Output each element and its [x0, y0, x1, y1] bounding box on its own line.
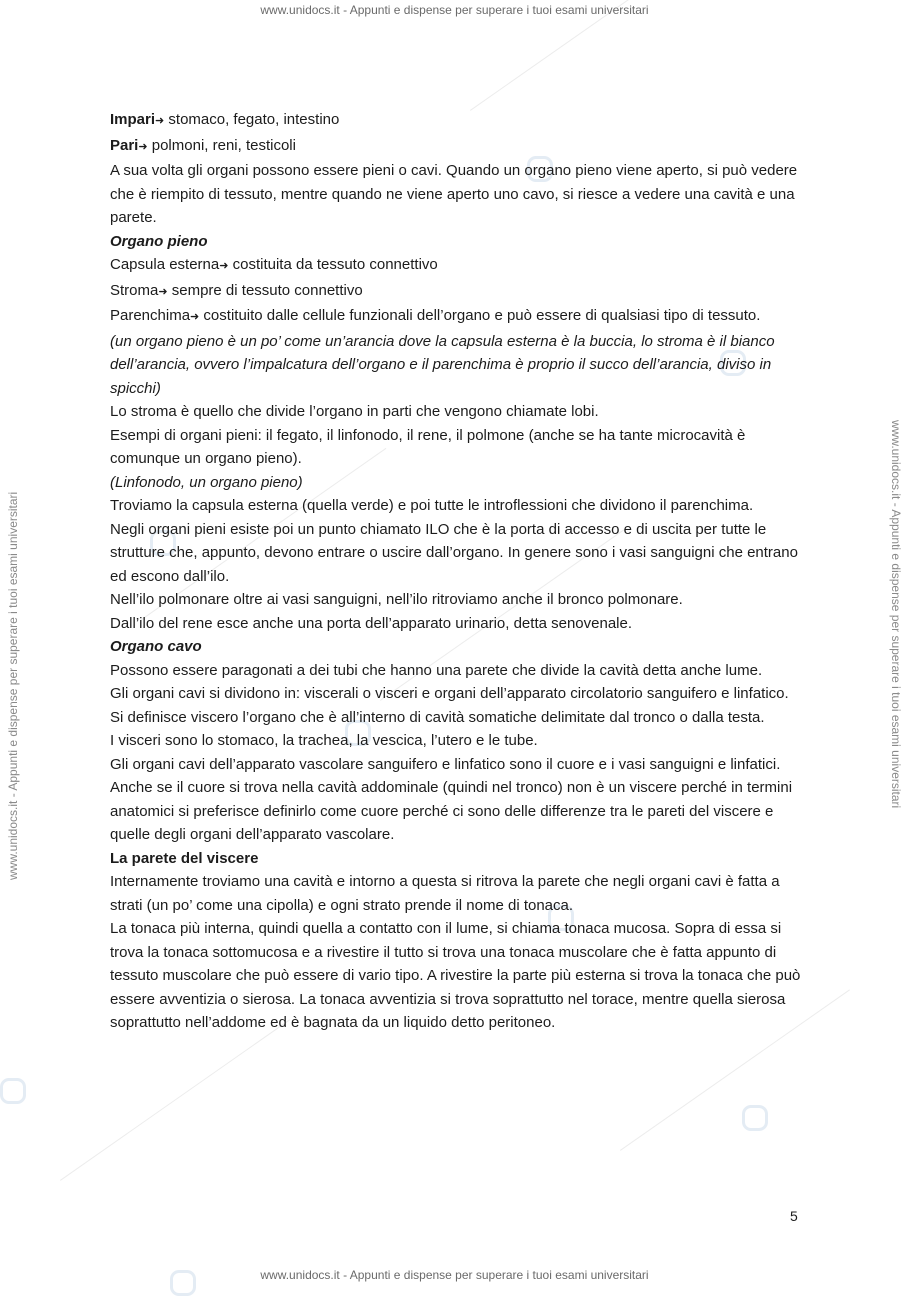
paragraph: Negli organi pieni esiste poi un punto chiamato ILO che è la porta di accesso e di uscita per tutte le strutture che, appunto, devono entrare o uscire dall’organo. In genere sono i vasi sanguigni che entrano ed escono dall’ilo.	[110, 520, 798, 585]
term-label: Capsula esterna	[110, 256, 220, 273]
paragraph: Possono essere paragonati a dei tubi che hanno una parete che divide la cavità detta anche lume.	[110, 661, 763, 679]
watermark-logo-icon	[742, 1105, 768, 1131]
term-text: costituito dalle cellule funzionali dell’organo e può essere di qualsiasi tipo di tessuto.	[199, 307, 761, 324]
paragraph: Lo stroma è quello che divide l’organo in parti che vengono chiamate lobi.	[110, 403, 599, 420]
term-text: stomaco, fegato, intestino	[164, 111, 340, 128]
arrow-icon: ➜	[219, 260, 229, 272]
list-item	[110, 253, 810, 279]
side-watermark-right: www.unidocs.it - Appunti e dispense per superare i tuoi esami universitari	[889, 420, 903, 809]
section-heading: Organo cavo	[110, 638, 202, 655]
term-text: sempre di tessuto connettivo	[167, 281, 363, 299]
footer-watermark: www.unidocs.it - Appunti e dispense per superare i tuoi esami universitari	[260, 1268, 649, 1282]
list-item	[110, 108, 810, 134]
paragraph: Dall’ilo del rene esce anche una porta dell’apparato urinario, detta senovenale.	[110, 614, 633, 632]
paragraph: Internamente troviamo una cavità e intorno a questa si ritrova la parete che negli organi cavi è fatta a strati (un po’ come una cipolla) e ogni strato prende il nome di tonaca.	[110, 873, 780, 914]
arrow-icon: ➜	[155, 115, 165, 127]
term-label: Stroma	[110, 281, 159, 299]
paragraph: I visceri sono lo stomaco, la trachea, la vescica, l’utero e le tube.	[110, 732, 538, 749]
term-text: costituita da tessuto connettivo	[228, 256, 438, 273]
paragraph: Troviamo la capsula esterna (quella verde) e poi tutte le introflessioni che dividono il parenchima.	[110, 497, 754, 514]
arrow-icon: ➜	[158, 285, 168, 298]
arrow-icon: ➜	[190, 311, 200, 323]
paragraph: Si definisce viscero l’organo che è all’interno di cavità somatiche delimitate dal tronco o dalla testa.	[110, 708, 765, 726]
list-item	[110, 134, 810, 160]
paragraph: Nell’ilo polmonare oltre ai vasi sanguigni, nell’ilo ritroviamo anche il bronco polmonare.	[110, 591, 683, 608]
section-heading: La parete del viscere	[110, 849, 259, 867]
header-watermark: www.unidocs.it - Appunti e dispense per superare i tuoi esami universitari	[260, 3, 649, 17]
section-heading: Organo pieno	[110, 232, 208, 250]
paragraph: A sua volta gli organi possono essere pieni o cavi. Quando un organo pieno viene aperto, si può vedere che è riempito di tessuto, mentre quando ne viene aperto uno cavo, si riesce a vedere una cavità e una parete.	[110, 162, 798, 226]
arrow-icon: ➜	[138, 140, 148, 153]
paragraph: Esempi di organi pieni: il fegato, il linfonodo, il rene, il polmone (anche se ha tante microcavità è comunque un organo pieno).	[110, 426, 746, 467]
paragraph: Gli organi cavi si dividono in: viscerali o visceri e organi dell’apparato circolatorio sanguifero e linfatico.	[110, 685, 789, 702]
document-body	[110, 108, 810, 1035]
watermark-logo-icon	[0, 1078, 26, 1104]
term-text: polmoni, reni, testicoli	[147, 136, 296, 154]
paragraph-italic: (Linfonodo, un organo pieno)	[110, 473, 303, 491]
paragraph: Gli organi cavi dell’apparato vascolare sanguifero e linfatico sono il cuore e i vasi sanguigni e linfatici. Anche se il cuore si trova nella cavità addominale (quindi nel tronco) non è un viscere perché in termini anatomici si preferisce definirlo come cuore perché ci sono delle differenze tra le pareti del viscere e quelle degli organi dell’apparato vascolare.	[110, 755, 793, 843]
paragraph-italic: (un organo pieno è un po’ come un’arancia dove la capsula esterna è la buccia, lo stroma è il bianco dell’arancia, ovvero l’impalcatura dell’organo e il parenchima è proprio il succo dell’arancia, diviso in spicchi)	[110, 332, 775, 397]
watermark-line	[60, 1019, 290, 1180]
list-item	[110, 304, 810, 330]
paragraph: La tonaca più interna, quindi quella a contatto con il lume, si chiama tonaca mucosa. Sopra di essa si trova la tonaca sottomucosa e a rivestire il tutto si trova una tonaca muscolare che è fatta appunto di tessuto muscolare che può essere di vario tipo. A rivestire la parte più esterna si trova la tonaca che può essere avventizia o sierosa. La tonaca avventizia si trova soprattutto nel torace, mentre quella sierosa soprattutto nell’addome ed è bagnata da un liquido detto peritoneo.	[110, 920, 801, 1031]
list-item	[110, 279, 810, 305]
term-label: Impari	[110, 111, 156, 128]
page-number: 5	[790, 1208, 798, 1224]
term-label: Pari	[110, 136, 139, 154]
term-label: Parenchima	[110, 307, 191, 324]
side-watermark-left: www.unidocs.it - Appunti e dispense per superare i tuoi esami universitari	[6, 491, 20, 880]
